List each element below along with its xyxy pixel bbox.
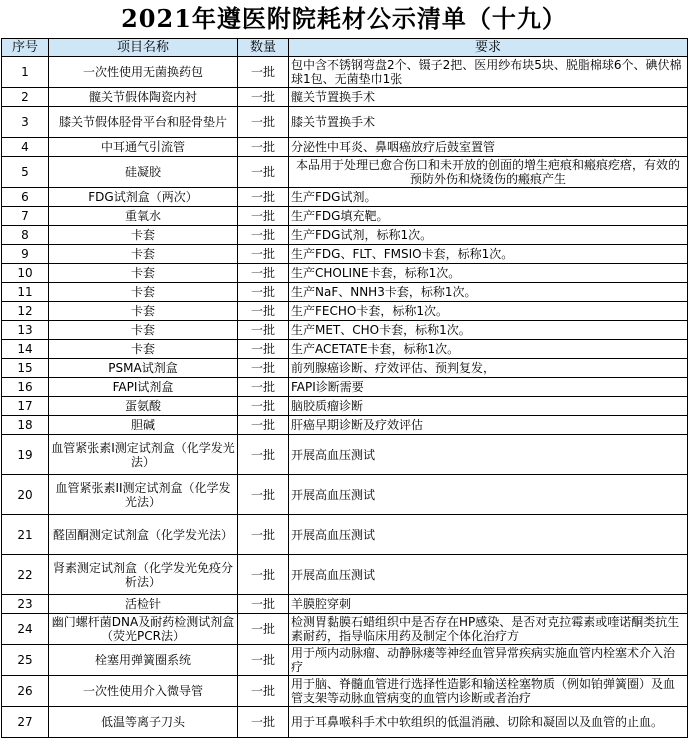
row-name: 醛固酮测定试剂盒（化学发光法）: [49, 515, 238, 555]
row-no: 19: [2, 435, 49, 475]
row-no: 18: [2, 416, 49, 435]
table-row: [2, 207, 688, 226]
row-name: 栓塞用弹簧圈系统: [49, 645, 238, 676]
row-requirement: 肝癌早期诊断及疗效评估: [289, 416, 688, 435]
row-qty: 一批: [238, 138, 289, 157]
row-requirement: 前列腺癌诊断、疗效评估、预判复发，: [289, 359, 688, 378]
table-row: [2, 475, 688, 515]
row-qty: 一批: [238, 226, 289, 245]
row-requirement: 生产NaF、NNH3卡套，标称1次。: [289, 283, 688, 302]
row-requirement: 检测胃黏膜石蜡组织中是否存在HP感染、是否对克拉霉素或喹诺酮类抗生素耐药，指导临床用药及制定个体化治疗方: [289, 614, 688, 645]
row-requirement: 髋关节置换手术: [289, 88, 688, 107]
row-requirement: 分泌性中耳炎、鼻咽癌放疗后鼓室置管: [289, 138, 688, 157]
row-requirement: 膝关节置换手术: [289, 107, 688, 138]
table-row: [2, 416, 688, 435]
row-no: 6: [2, 188, 49, 207]
row-qty: 一批: [238, 107, 289, 138]
row-name: 中耳通气引流管: [49, 138, 238, 157]
table-row: [2, 107, 688, 138]
row-name: FAPI试剂盒: [49, 378, 238, 397]
row-name: PSMA试剂盒: [49, 359, 238, 378]
row-no: 9: [2, 245, 49, 264]
row-qty: 一批: [238, 245, 289, 264]
table-row: [2, 264, 688, 283]
table-header-row: [2, 39, 688, 57]
row-qty: 一批: [238, 302, 289, 321]
table-row: [2, 378, 688, 397]
row-qty: 一批: [238, 416, 289, 435]
row-name: 卡套: [49, 283, 238, 302]
table-row: [2, 397, 688, 416]
row-name: 肾素测定试剂盒（化学发光免疫分析法）: [49, 555, 238, 595]
row-requirement: 生产FECHO卡套，标称1次。: [289, 302, 688, 321]
row-qty: 一批: [238, 157, 289, 188]
row-no: 12: [2, 302, 49, 321]
row-qty: 一批: [238, 264, 289, 283]
row-requirement: 生产CHOLINE卡套，标称1次。: [289, 264, 688, 283]
table-row: [2, 226, 688, 245]
row-name: 卡套: [49, 321, 238, 340]
table-row: [2, 321, 688, 340]
row-requirement: 包中含不锈钢弯盘2个、镊子2把、医用纱布块5块、脱脂棉球6个、碘伏棉球1包、无菌垫巾1张: [289, 57, 688, 88]
row-qty: 一批: [238, 614, 289, 645]
row-no: 11: [2, 283, 49, 302]
header-qty: 数量: [238, 39, 289, 57]
row-no: 21: [2, 515, 49, 555]
consumables-table: [1, 38, 688, 738]
row-no: 3: [2, 107, 49, 138]
row-requirement: 开展高血压测试: [289, 435, 688, 475]
row-no: 5: [2, 157, 49, 188]
table-row: [2, 245, 688, 264]
row-requirement: 开展高血压测试: [289, 555, 688, 595]
row-name: 活检针: [49, 595, 238, 614]
table-row: [2, 302, 688, 321]
row-requirement: 本品用于处理已愈合伤口和未开放的创面的增生疤痕和瘢痕疙瘩，有效的预防外伤和烧烫伤的瘢痕产生: [289, 157, 688, 188]
row-qty: 一批: [238, 435, 289, 475]
row-name: 血管紧张素II测定试剂盒（化学发光法）: [49, 475, 238, 515]
row-qty: 一批: [238, 88, 289, 107]
page-title: 2021年遵医附院耗材公示清单（十九）: [121, 4, 567, 33]
row-qty: 一批: [238, 321, 289, 340]
row-name: 重氧水: [49, 207, 238, 226]
table-row: [2, 188, 688, 207]
row-requirement: FAPI诊断需要: [289, 378, 688, 397]
table-row: [2, 645, 688, 676]
table-row: [2, 595, 688, 614]
row-qty: 一批: [238, 515, 289, 555]
header-requirement: 要求: [289, 39, 688, 57]
row-requirement: 开展高血压测试: [289, 475, 688, 515]
row-qty: 一批: [238, 283, 289, 302]
row-no: 16: [2, 378, 49, 397]
table-row: [2, 138, 688, 157]
row-no: 20: [2, 475, 49, 515]
row-name: 硅凝胶: [49, 157, 238, 188]
row-name: 卡套: [49, 245, 238, 264]
table-row: [2, 515, 688, 555]
row-qty: 一批: [238, 645, 289, 676]
row-no: 13: [2, 321, 49, 340]
table-row: [2, 283, 688, 302]
row-no: 27: [2, 707, 49, 738]
table-row: [2, 614, 688, 645]
table-row: [2, 359, 688, 378]
row-no: 26: [2, 676, 49, 707]
row-name: 卡套: [49, 226, 238, 245]
row-no: 4: [2, 138, 49, 157]
row-requirement: 生产FDG试剂。: [289, 188, 688, 207]
header-no: 序号: [2, 39, 49, 57]
row-requirement: 脑胶质瘤诊断: [289, 397, 688, 416]
row-qty: 一批: [238, 340, 289, 359]
row-name: 幽门螺杆菌DNA及耐药检测试剂盒（荧光PCR法）: [49, 614, 238, 645]
row-qty: 一批: [238, 207, 289, 226]
row-name: 膝关节假体胫骨平台和胫骨垫片: [49, 107, 238, 138]
row-no: 7: [2, 207, 49, 226]
row-no: 15: [2, 359, 49, 378]
row-name: 一次性使用无菌换药包: [49, 57, 238, 88]
row-name: 髋关节假体陶瓷内衬: [49, 88, 238, 107]
table-row: [2, 57, 688, 88]
table-row: [2, 707, 688, 738]
row-no: 2: [2, 88, 49, 107]
row-no: 24: [2, 614, 49, 645]
row-qty: 一批: [238, 595, 289, 614]
row-requirement: 用于颅内动脉瘤、动静脉瘘等神经血管异常疾病实施血管内栓塞术介入治疗: [289, 645, 688, 676]
row-requirement: 用于脑、脊髓血管进行选择性造影和输送栓塞物质（例如铂弹簧圈）及血管支架等动脉血管病变的血管内诊断或者治疗: [289, 676, 688, 707]
header-name: 项目名称: [49, 39, 238, 57]
row-name: 胆碱: [49, 416, 238, 435]
row-qty: 一批: [238, 57, 289, 88]
row-no: 22: [2, 555, 49, 595]
table-row: [2, 157, 688, 188]
row-requirement: 生产FDG试剂，标称1次。: [289, 226, 688, 245]
row-qty: 一批: [238, 188, 289, 207]
row-name: 血管紧张素Ⅰ测定试剂盒（化学发光法）: [49, 435, 238, 475]
row-requirement: 生产ACETATE卡套，标称1次。: [289, 340, 688, 359]
row-no: 17: [2, 397, 49, 416]
row-qty: 一批: [238, 397, 289, 416]
row-no: 25: [2, 645, 49, 676]
row-qty: 一批: [238, 555, 289, 595]
row-no: 10: [2, 264, 49, 283]
row-requirement: 羊膜腔穿刺: [289, 595, 688, 614]
table-row: [2, 435, 688, 475]
row-qty: 一批: [238, 359, 289, 378]
row-qty: 一批: [238, 378, 289, 397]
table-row: [2, 676, 688, 707]
row-no: 23: [2, 595, 49, 614]
row-requirement: 生产FDG、FLT、FMSIO卡套，标称1次。: [289, 245, 688, 264]
row-name: 卡套: [49, 264, 238, 283]
row-qty: 一批: [238, 707, 289, 738]
table-row: [2, 88, 688, 107]
row-name: 一次性使用介入微导管: [49, 676, 238, 707]
row-name: 卡套: [49, 302, 238, 321]
row-requirement: 生产FDG填充靶。: [289, 207, 688, 226]
table-row: [2, 555, 688, 595]
row-requirement: 生产MET、CHO卡套，标称1次。: [289, 321, 688, 340]
row-no: 14: [2, 340, 49, 359]
row-requirement: 用于耳鼻喉科手术中软组织的低温消融、切除和凝固以及血管的止血。: [289, 707, 688, 738]
row-requirement: 开展高血压测试: [289, 515, 688, 555]
row-no: 1: [2, 57, 49, 88]
row-no: 8: [2, 226, 49, 245]
row-name: 低温等离子刀头: [49, 707, 238, 738]
table-row: [2, 340, 688, 359]
row-name: 卡套: [49, 340, 238, 359]
row-qty: 一批: [238, 475, 289, 515]
row-name: 蛋氨酸: [49, 397, 238, 416]
row-qty: 一批: [238, 676, 289, 707]
row-name: FDG试剂盒（两次）: [49, 188, 238, 207]
